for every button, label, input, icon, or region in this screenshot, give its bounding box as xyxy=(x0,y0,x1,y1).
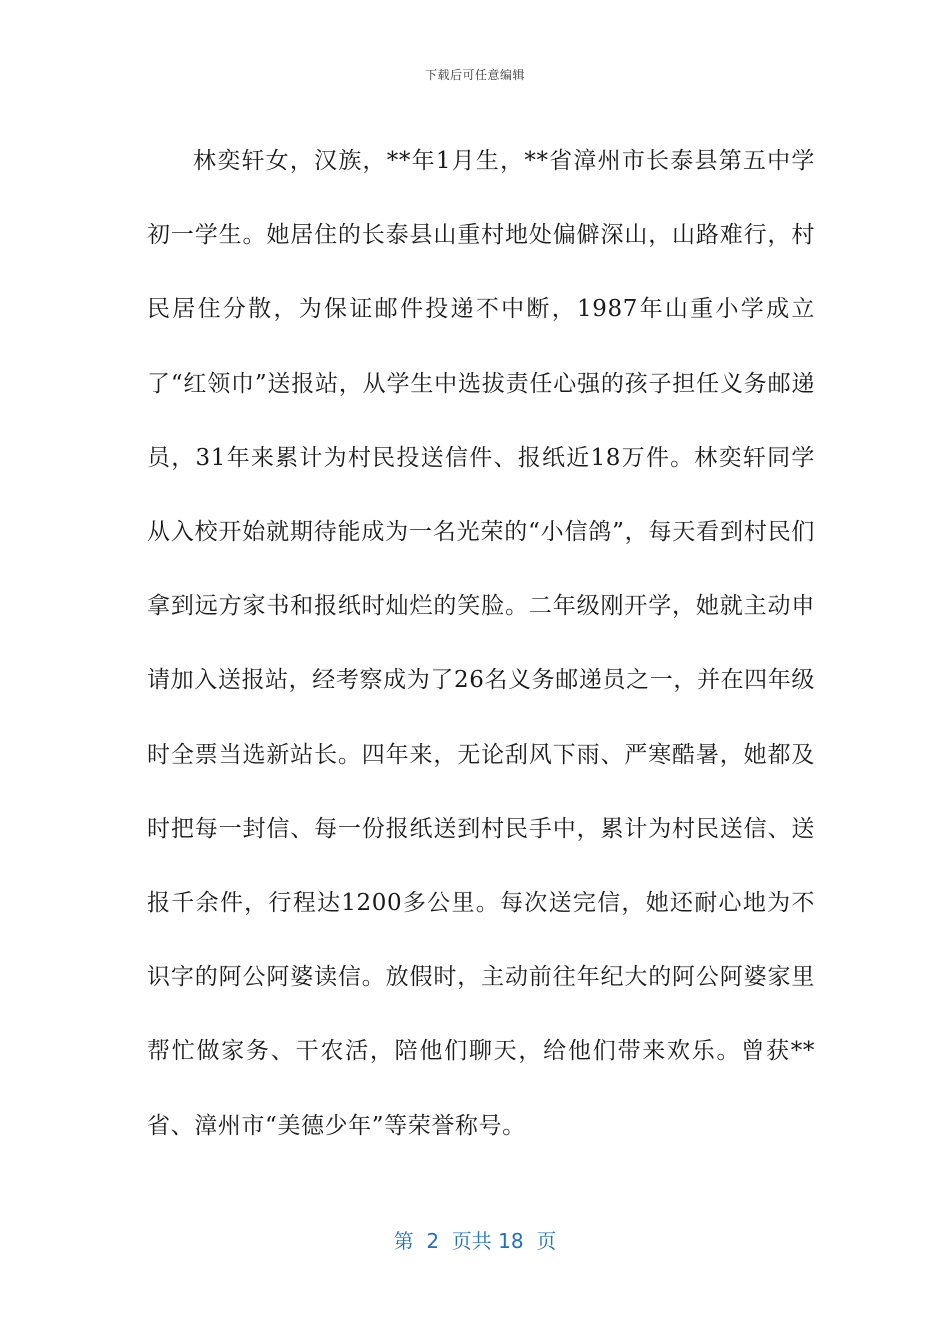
page-number-footer: 第 2 页共 18 页 xyxy=(393,1229,557,1253)
page-header: 下载后可任意编辑 xyxy=(424,68,525,82)
body-paragraph: 林奕轩女，汉族，**年1月生，**省漳州市长泰县第五中学初一学生。她居住的长泰县山重村地处偏僻深山，山路难行，村民居住分散，为保证邮件投递不中断，1987年山重小学成立了“红领巾”送报站，从学生中选拔责任心强的孩子担任义务邮递员，31年来累计为村民投送信件、报纸近18万件。林奕轩同学从入校开始就期待能成为一名光荣的“小信鸽”，每天看到村民们拿到远方家书和报纸时灿烂的笑脸。二年级刚开学，她就主动申请加入送报站，经考察成为了26名义务邮递员之一，并在四年级时全票当选新站长。四年来，无论刮风下雨、严寒酷暑，她都及时把每一封信、每一份报纸送到村民手中，累计为村民送信、送报千余件，行程达1200多公里。每次送完信，她还耐心地为不识字的阿公阿婆读信。放假时，主动前往年纪大的阿公阿婆家里帮忙做家务、干农活，陪他们聊天，给他们带来欢乐。曾获**省、漳州市“美德少年”等荣誉称号。 xyxy=(147,148,815,1139)
